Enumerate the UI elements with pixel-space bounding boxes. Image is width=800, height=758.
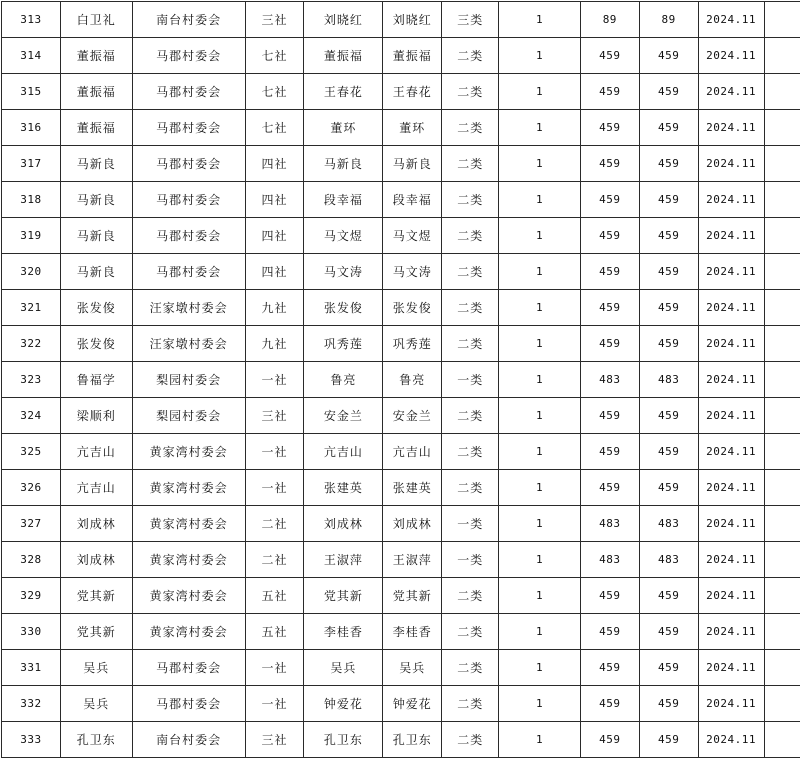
period-cell: 2024.11 <box>698 326 764 362</box>
group-cell: 五社 <box>245 578 304 614</box>
table-row <box>2 254 800 290</box>
standard-amount-cell: 459 <box>580 182 639 218</box>
category-cell: 二类 <box>442 218 499 254</box>
table-row <box>2 542 800 578</box>
paid-amount-cell: 459 <box>639 686 698 722</box>
seq-cell: 327 <box>2 506 61 542</box>
table-row <box>2 218 800 254</box>
paid-amount-cell: 459 <box>639 290 698 326</box>
empty-cell <box>764 434 800 470</box>
table-row <box>2 146 800 182</box>
count-cell: 1 <box>499 326 581 362</box>
paid-amount-cell: 483 <box>639 362 698 398</box>
category-cell: 二类 <box>442 722 499 758</box>
count-cell: 1 <box>499 470 581 506</box>
empty-cell <box>764 326 800 362</box>
household-head-cell: 张发俊 <box>60 290 132 326</box>
recipient-cell: 刘成林 <box>304 506 383 542</box>
empty-cell <box>764 362 800 398</box>
seq-cell: 321 <box>2 290 61 326</box>
household-head-cell: 董振福 <box>60 74 132 110</box>
paid-amount-cell: 459 <box>639 146 698 182</box>
empty-cell <box>764 398 800 434</box>
household-head-cell: 马新良 <box>60 182 132 218</box>
village-committee-cell: 马郡村委会 <box>132 38 245 74</box>
seq-cell: 314 <box>2 38 61 74</box>
recipient-cell: 亢吉山 <box>304 434 383 470</box>
village-committee-cell: 汪家墩村委会 <box>132 326 245 362</box>
table-row <box>2 38 800 74</box>
village-committee-cell: 马郡村委会 <box>132 218 245 254</box>
period-cell: 2024.11 <box>698 110 764 146</box>
category-cell: 二类 <box>442 578 499 614</box>
paid-amount-cell: 459 <box>639 722 698 758</box>
recipient-cell: 段幸福 <box>304 182 383 218</box>
empty-cell <box>764 218 800 254</box>
village-committee-cell: 马郡村委会 <box>132 146 245 182</box>
count-cell: 1 <box>499 146 581 182</box>
period-cell: 2024.11 <box>698 686 764 722</box>
period-cell: 2024.11 <box>698 218 764 254</box>
empty-cell <box>764 182 800 218</box>
period-cell: 2024.11 <box>698 2 764 38</box>
empty-cell <box>764 470 800 506</box>
recipient-confirm-cell: 党其新 <box>383 578 442 614</box>
seq-cell: 319 <box>2 218 61 254</box>
household-head-cell: 马新良 <box>60 254 132 290</box>
period-cell: 2024.11 <box>698 290 764 326</box>
standard-amount-cell: 459 <box>580 110 639 146</box>
recipient-confirm-cell: 亢吉山 <box>383 434 442 470</box>
group-cell: 四社 <box>245 146 304 182</box>
household-head-cell: 董振福 <box>60 38 132 74</box>
village-committee-cell: 黄家湾村委会 <box>132 434 245 470</box>
standard-amount-cell: 483 <box>580 506 639 542</box>
empty-cell <box>764 38 800 74</box>
village-committee-cell: 黄家湾村委会 <box>132 578 245 614</box>
empty-cell <box>764 614 800 650</box>
count-cell: 1 <box>499 110 581 146</box>
village-committee-cell: 马郡村委会 <box>132 254 245 290</box>
count-cell: 1 <box>499 254 581 290</box>
recipient-confirm-cell: 刘成林 <box>383 506 442 542</box>
paid-amount-cell: 459 <box>639 38 698 74</box>
group-cell: 七社 <box>245 74 304 110</box>
recipient-confirm-cell: 马文涛 <box>383 254 442 290</box>
category-cell: 一类 <box>442 506 499 542</box>
recipient-cell: 党其新 <box>304 578 383 614</box>
recipient-confirm-cell: 吴兵 <box>383 650 442 686</box>
household-head-cell: 吴兵 <box>60 686 132 722</box>
village-committee-cell: 黄家湾村委会 <box>132 470 245 506</box>
village-committee-cell: 梨园村委会 <box>132 362 245 398</box>
table-row <box>2 578 800 614</box>
table-row <box>2 614 800 650</box>
table-row <box>2 326 800 362</box>
village-committee-cell: 南台村委会 <box>132 722 245 758</box>
empty-cell <box>764 146 800 182</box>
paid-amount-cell: 459 <box>639 74 698 110</box>
household-head-cell: 鲁福学 <box>60 362 132 398</box>
recipient-confirm-cell: 张建英 <box>383 470 442 506</box>
standard-amount-cell: 483 <box>580 542 639 578</box>
village-committee-cell: 南台村委会 <box>132 2 245 38</box>
category-cell: 二类 <box>442 38 499 74</box>
period-cell: 2024.11 <box>698 650 764 686</box>
household-head-cell: 董振福 <box>60 110 132 146</box>
recipient-cell: 马文煜 <box>304 218 383 254</box>
empty-cell <box>764 650 800 686</box>
standard-amount-cell: 459 <box>580 74 639 110</box>
seq-cell: 323 <box>2 362 61 398</box>
period-cell: 2024.11 <box>698 434 764 470</box>
recipient-cell: 王春花 <box>304 74 383 110</box>
standard-amount-cell: 459 <box>580 470 639 506</box>
empty-cell <box>764 542 800 578</box>
seq-cell: 317 <box>2 146 61 182</box>
period-cell: 2024.11 <box>698 614 764 650</box>
table-row <box>2 74 800 110</box>
empty-cell <box>764 722 800 758</box>
seq-cell: 313 <box>2 2 61 38</box>
category-cell: 二类 <box>442 290 499 326</box>
group-cell: 二社 <box>245 542 304 578</box>
category-cell: 二类 <box>442 182 499 218</box>
village-committee-cell: 梨园村委会 <box>132 398 245 434</box>
period-cell: 2024.11 <box>698 578 764 614</box>
standard-amount-cell: 459 <box>580 38 639 74</box>
period-cell: 2024.11 <box>698 182 764 218</box>
group-cell: 一社 <box>245 650 304 686</box>
seq-cell: 320 <box>2 254 61 290</box>
household-head-cell: 刘成林 <box>60 506 132 542</box>
recipient-cell: 鲁亮 <box>304 362 383 398</box>
recipient-confirm-cell: 段幸福 <box>383 182 442 218</box>
standard-amount-cell: 459 <box>580 686 639 722</box>
recipient-cell: 李桂香 <box>304 614 383 650</box>
seq-cell: 332 <box>2 686 61 722</box>
period-cell: 2024.11 <box>698 38 764 74</box>
empty-cell <box>764 506 800 542</box>
recipient-confirm-cell: 巩秀莲 <box>383 326 442 362</box>
count-cell: 1 <box>499 434 581 470</box>
paid-amount-cell: 483 <box>639 542 698 578</box>
paid-amount-cell: 459 <box>639 650 698 686</box>
recipient-cell: 安金兰 <box>304 398 383 434</box>
count-cell: 1 <box>499 290 581 326</box>
recipient-confirm-cell: 马新良 <box>383 146 442 182</box>
seq-cell: 333 <box>2 722 61 758</box>
category-cell: 二类 <box>442 686 499 722</box>
table-row <box>2 362 800 398</box>
household-head-cell: 孔卫东 <box>60 722 132 758</box>
category-cell: 二类 <box>442 470 499 506</box>
standard-amount-cell: 483 <box>580 362 639 398</box>
count-cell: 1 <box>499 506 581 542</box>
recipient-confirm-cell: 刘晓红 <box>383 2 442 38</box>
group-cell: 七社 <box>245 110 304 146</box>
seq-cell: 324 <box>2 398 61 434</box>
empty-cell <box>764 578 800 614</box>
household-head-cell: 白卫礼 <box>60 2 132 38</box>
period-cell: 2024.11 <box>698 146 764 182</box>
village-committee-cell: 马郡村委会 <box>132 110 245 146</box>
paid-amount-cell: 459 <box>639 470 698 506</box>
recipient-cell: 孔卫东 <box>304 722 383 758</box>
count-cell: 1 <box>499 182 581 218</box>
period-cell: 2024.11 <box>698 362 764 398</box>
count-cell: 1 <box>499 614 581 650</box>
group-cell: 四社 <box>245 182 304 218</box>
paid-amount-cell: 459 <box>639 434 698 470</box>
period-cell: 2024.11 <box>698 722 764 758</box>
seq-cell: 326 <box>2 470 61 506</box>
empty-cell <box>764 290 800 326</box>
group-cell: 九社 <box>245 290 304 326</box>
category-cell: 二类 <box>442 110 499 146</box>
standard-amount-cell: 459 <box>580 722 639 758</box>
standard-amount-cell: 459 <box>580 326 639 362</box>
seq-cell: 316 <box>2 110 61 146</box>
paid-amount-cell: 459 <box>639 326 698 362</box>
household-head-cell: 亢吉山 <box>60 470 132 506</box>
group-cell: 四社 <box>245 254 304 290</box>
recipient-cell: 马新良 <box>304 146 383 182</box>
category-cell: 二类 <box>442 398 499 434</box>
seq-cell: 328 <box>2 542 61 578</box>
group-cell: 一社 <box>245 470 304 506</box>
group-cell: 五社 <box>245 614 304 650</box>
paid-amount-cell: 459 <box>639 110 698 146</box>
village-committee-cell: 黄家湾村委会 <box>132 614 245 650</box>
recipient-confirm-cell: 李桂香 <box>383 614 442 650</box>
recipient-confirm-cell: 马文煜 <box>383 218 442 254</box>
village-committee-cell: 黄家湾村委会 <box>132 542 245 578</box>
empty-cell <box>764 110 800 146</box>
group-cell: 四社 <box>245 218 304 254</box>
standard-amount-cell: 459 <box>580 614 639 650</box>
recipient-confirm-cell: 孔卫东 <box>383 722 442 758</box>
table-row <box>2 182 800 218</box>
paid-amount-cell: 459 <box>639 614 698 650</box>
period-cell: 2024.11 <box>698 398 764 434</box>
count-cell: 1 <box>499 578 581 614</box>
household-head-cell: 党其新 <box>60 614 132 650</box>
period-cell: 2024.11 <box>698 74 764 110</box>
count-cell: 1 <box>499 398 581 434</box>
empty-cell <box>764 254 800 290</box>
count-cell: 1 <box>499 686 581 722</box>
recipient-confirm-cell: 钟爱花 <box>383 686 442 722</box>
village-committee-cell: 汪家墩村委会 <box>132 290 245 326</box>
allowance-table <box>1 1 800 758</box>
household-head-cell: 马新良 <box>60 218 132 254</box>
table-row <box>2 506 800 542</box>
paid-amount-cell: 459 <box>639 182 698 218</box>
table-row <box>2 722 800 758</box>
standard-amount-cell: 459 <box>580 218 639 254</box>
recipient-cell: 刘晓红 <box>304 2 383 38</box>
recipient-cell: 董环 <box>304 110 383 146</box>
paid-amount-cell: 89 <box>639 2 698 38</box>
paid-amount-cell: 459 <box>639 254 698 290</box>
table-row <box>2 2 800 38</box>
recipient-cell: 王淑萍 <box>304 542 383 578</box>
recipient-cell: 董振福 <box>304 38 383 74</box>
category-cell: 一类 <box>442 542 499 578</box>
category-cell: 三类 <box>442 2 499 38</box>
table-row <box>2 434 800 470</box>
household-head-cell: 张发俊 <box>60 326 132 362</box>
household-head-cell: 刘成林 <box>60 542 132 578</box>
category-cell: 二类 <box>442 650 499 686</box>
table-row <box>2 686 800 722</box>
standard-amount-cell: 89 <box>580 2 639 38</box>
household-head-cell: 吴兵 <box>60 650 132 686</box>
standard-amount-cell: 459 <box>580 578 639 614</box>
group-cell: 一社 <box>245 686 304 722</box>
village-committee-cell: 黄家湾村委会 <box>132 506 245 542</box>
group-cell: 三社 <box>245 2 304 38</box>
village-committee-cell: 马郡村委会 <box>132 650 245 686</box>
table-row <box>2 290 800 326</box>
empty-cell <box>764 2 800 38</box>
period-cell: 2024.11 <box>698 542 764 578</box>
table-row <box>2 650 800 686</box>
village-committee-cell: 马郡村委会 <box>132 182 245 218</box>
seq-cell: 318 <box>2 182 61 218</box>
recipient-cell: 张发俊 <box>304 290 383 326</box>
paid-amount-cell: 459 <box>639 218 698 254</box>
category-cell: 一类 <box>442 362 499 398</box>
seq-cell: 329 <box>2 578 61 614</box>
recipient-confirm-cell: 王春花 <box>383 74 442 110</box>
group-cell: 二社 <box>245 506 304 542</box>
seq-cell: 315 <box>2 74 61 110</box>
empty-cell <box>764 686 800 722</box>
standard-amount-cell: 459 <box>580 650 639 686</box>
recipient-confirm-cell: 安金兰 <box>383 398 442 434</box>
table-body <box>2 2 800 758</box>
count-cell: 1 <box>499 38 581 74</box>
seq-cell: 325 <box>2 434 61 470</box>
household-head-cell: 亢吉山 <box>60 434 132 470</box>
village-committee-cell: 马郡村委会 <box>132 74 245 110</box>
recipient-cell: 吴兵 <box>304 650 383 686</box>
recipient-confirm-cell: 张发俊 <box>383 290 442 326</box>
table-row <box>2 110 800 146</box>
recipient-cell: 马文涛 <box>304 254 383 290</box>
category-cell: 二类 <box>442 74 499 110</box>
seq-cell: 322 <box>2 326 61 362</box>
group-cell: 七社 <box>245 38 304 74</box>
category-cell: 二类 <box>442 434 499 470</box>
group-cell: 一社 <box>245 362 304 398</box>
period-cell: 2024.11 <box>698 470 764 506</box>
period-cell: 2024.11 <box>698 506 764 542</box>
household-head-cell: 党其新 <box>60 578 132 614</box>
paid-amount-cell: 459 <box>639 398 698 434</box>
count-cell: 1 <box>499 542 581 578</box>
table-row <box>2 398 800 434</box>
category-cell: 二类 <box>442 614 499 650</box>
recipient-confirm-cell: 王淑萍 <box>383 542 442 578</box>
empty-cell <box>764 74 800 110</box>
count-cell: 1 <box>499 362 581 398</box>
count-cell: 1 <box>499 2 581 38</box>
period-cell: 2024.11 <box>698 254 764 290</box>
household-head-cell: 马新良 <box>60 146 132 182</box>
group-cell: 九社 <box>245 326 304 362</box>
standard-amount-cell: 459 <box>580 146 639 182</box>
category-cell: 二类 <box>442 146 499 182</box>
paid-amount-cell: 483 <box>639 506 698 542</box>
group-cell: 三社 <box>245 398 304 434</box>
recipient-confirm-cell: 鲁亮 <box>383 362 442 398</box>
count-cell: 1 <box>499 74 581 110</box>
count-cell: 1 <box>499 650 581 686</box>
table-row <box>2 470 800 506</box>
standard-amount-cell: 459 <box>580 290 639 326</box>
count-cell: 1 <box>499 722 581 758</box>
recipient-confirm-cell: 董环 <box>383 110 442 146</box>
recipient-cell: 钟爱花 <box>304 686 383 722</box>
seq-cell: 330 <box>2 614 61 650</box>
count-cell: 1 <box>499 218 581 254</box>
standard-amount-cell: 459 <box>580 398 639 434</box>
standard-amount-cell: 459 <box>580 254 639 290</box>
recipient-cell: 巩秀莲 <box>304 326 383 362</box>
recipient-confirm-cell: 董振福 <box>383 38 442 74</box>
category-cell: 二类 <box>442 326 499 362</box>
group-cell: 一社 <box>245 434 304 470</box>
household-head-cell: 梁顺利 <box>60 398 132 434</box>
paid-amount-cell: 459 <box>639 578 698 614</box>
group-cell: 三社 <box>245 722 304 758</box>
seq-cell: 331 <box>2 650 61 686</box>
standard-amount-cell: 459 <box>580 434 639 470</box>
recipient-cell: 张建英 <box>304 470 383 506</box>
category-cell: 二类 <box>442 254 499 290</box>
village-committee-cell: 马郡村委会 <box>132 686 245 722</box>
